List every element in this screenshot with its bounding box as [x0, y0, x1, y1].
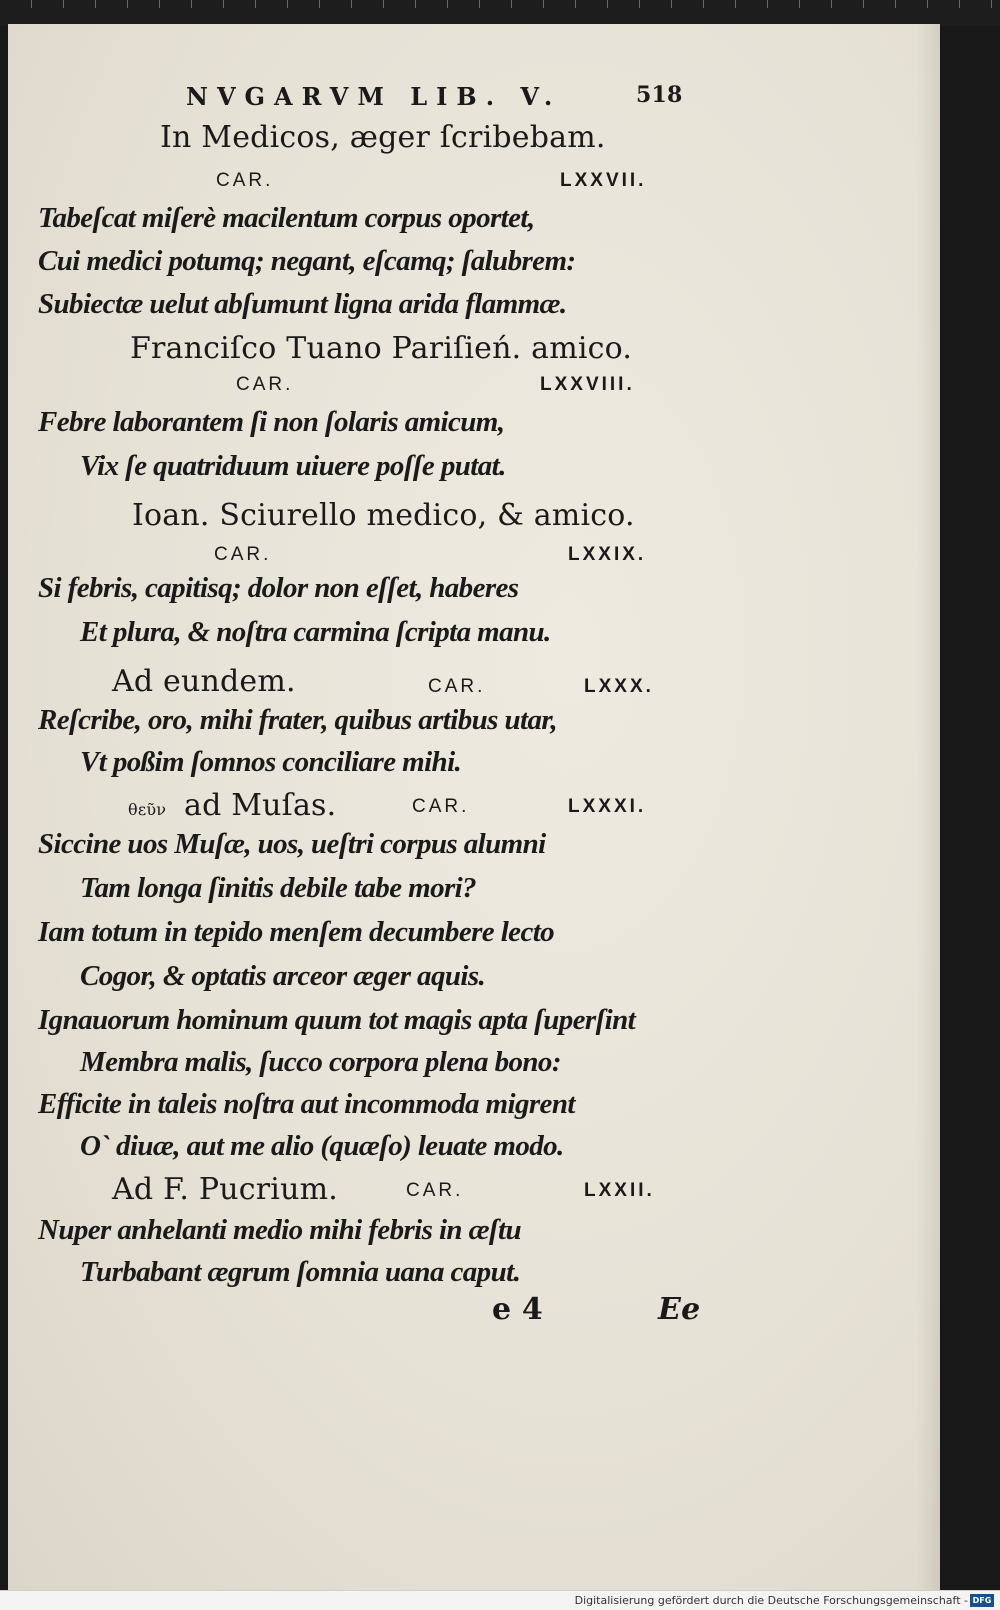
- verse-line: Turbabant ægrum ſomnia uana caput.: [80, 1256, 521, 1288]
- verse-line: Si febris, capitisq; dolor non eſſet, haberes: [38, 572, 519, 604]
- verse-line: Et plura, & noſtra carmina ſcripta manu.: [80, 616, 551, 648]
- book-page: [8, 24, 940, 1590]
- catchword: Ee: [658, 1292, 701, 1327]
- car-label: CAR.: [412, 796, 470, 817]
- car-label: CAR.: [236, 374, 294, 395]
- dfg-logo-icon[interactable]: DFG: [970, 1594, 994, 1607]
- poem-heading: Ad eundem.: [112, 664, 296, 699]
- car-label: CAR.: [406, 1180, 464, 1201]
- verse-line: Cogor, & optatis arceor æger aquis.: [80, 960, 486, 992]
- verse-line: Membra malis, ſucco corpora plena bono:: [80, 1046, 561, 1078]
- poem-number: LXXVIII.: [540, 374, 635, 395]
- footer-bar: [0, 1590, 1000, 1610]
- footer-credit: Digitalisierung gefördert durch die Deutsche Forschungsgemeinschaft -: [574, 1594, 968, 1607]
- verse-line: Febre laborantem ſi non ſolaris amicum,: [38, 406, 505, 438]
- car-label: CAR.: [428, 676, 486, 697]
- verse-line: Nuper anhelanti medio mihi febris in æſtu: [38, 1214, 521, 1246]
- verse-line: Cui medici potumq; negant, eſcamq; ſalubrem:: [38, 245, 576, 277]
- car-label: CAR.: [214, 544, 272, 565]
- scanner-ruler: [0, 0, 1000, 26]
- poem-heading: In Medicos, æger ſcribebam.: [160, 120, 606, 155]
- verse-line: Siccine uos Muſæ, uos, ueſtri corpus alumni: [38, 828, 546, 860]
- verse-line: Iam totum in tepido menſem decumbere lecto: [38, 916, 555, 948]
- poem-heading: Ad F. Pucrium.: [112, 1172, 338, 1207]
- verse-line: Subiectæ uelut abſumunt ligna arida flammæ.: [38, 288, 567, 320]
- poem-number: LXXXI.: [568, 796, 647, 817]
- poem-number: LXXII.: [584, 1180, 655, 1201]
- poem-number: LXXX.: [584, 676, 654, 697]
- verse-line: O` diuæ, aut me alio (quæſo) leuate modo.: [80, 1130, 564, 1162]
- greek-word: θεῦν: [128, 800, 167, 819]
- car-label: CAR.: [216, 170, 274, 191]
- verse-line: Vix ſe quatriduum uiuere poſſe putat.: [80, 450, 506, 482]
- signature-mark: e 4: [492, 1292, 544, 1327]
- poem-heading: ad Muſas.: [184, 788, 337, 823]
- page-number: 518: [636, 82, 683, 108]
- poem-heading: Ioan. Sciurello medico, & amico.: [132, 498, 635, 533]
- verse-line: Ignauorum hominum quum tot magis apta ſuperſint: [38, 1004, 636, 1036]
- page-edge-shadow: [916, 24, 940, 1590]
- verse-line: Reſcribe, oro, mihi frater, quibus artibus utar,: [38, 704, 558, 736]
- running-head: NVGARVM LIB. V.: [186, 82, 562, 111]
- verse-line: Efficite in taleis noſtra aut incommoda migrent: [38, 1088, 575, 1120]
- poem-heading: Franciſco Tuano Pariſień. amico.: [130, 331, 633, 366]
- poem-number: LXXIX.: [568, 544, 647, 565]
- poem-number: LXXVII.: [560, 170, 647, 191]
- verse-line: Tabeſcat miſerè macilentum corpus oportet,: [38, 202, 535, 234]
- verse-line: Vt poßim ſomnos conciliare mihi.: [80, 746, 462, 778]
- verse-line: Tam longa ſinitis debile tabe mori?: [80, 872, 477, 904]
